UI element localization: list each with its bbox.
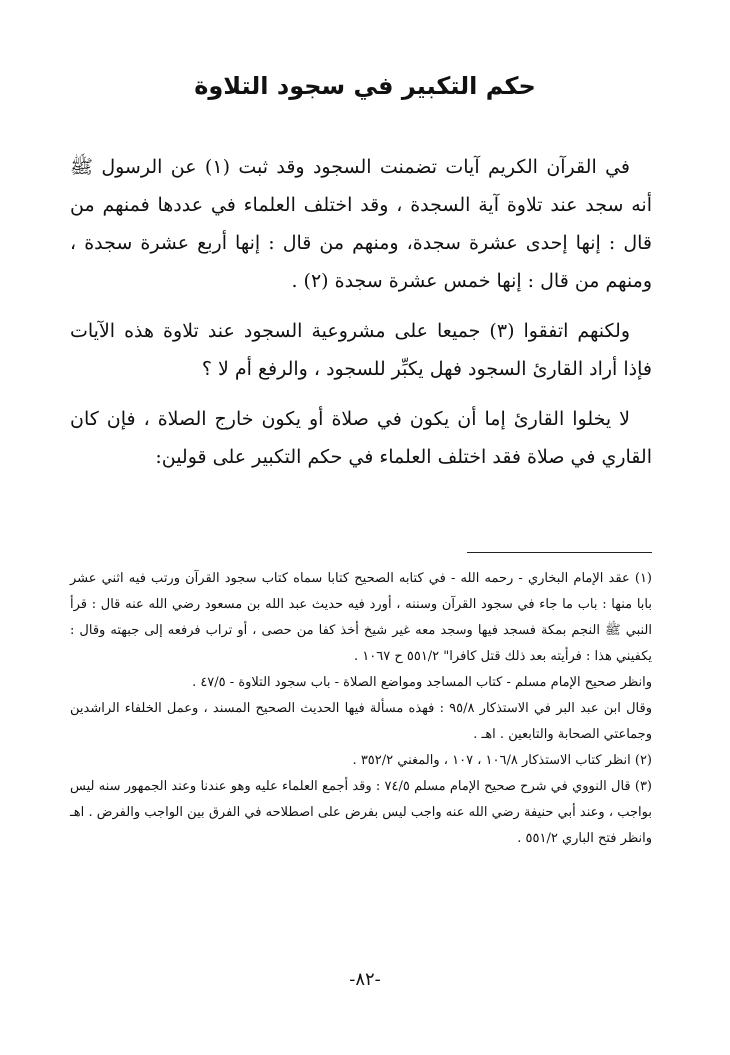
paragraph-1: في القرآن الكريم آيات تضمنت السجود وقد ثبت (١) عن الرسول ﷺ أنه سجد عند تلاوة آية السجدة ، وقد اختلف العلماء في عددها فمنهم من قال : إنها إحدى عشرة سجدة، ومنهم من قال : إنها أربع عشرة سجدة ، ومنهم من قال : إنها خمس عشرة سجدة (٢) . [70,156,652,292]
footnote-2: (٢) انظر كتاب الاستذكار ١٠٦/٨ ، ١٠٧ ، والمغني ٣٥٢/٢ . [352,753,652,768]
paragraph-3: لا يخلوا القارئ إما أن يكون في صلاة أو يكون خارج الصلاة ، فإن كان القاري في صلاة فقد اختلف العلماء في حكم التكبير على قولين: [70,408,652,468]
footnote-1-cont-2: وقال ابن عبد البر في الاستذكار ٩٥/٨ : فهذه مسألة فيها الحديث الصحيح المسند ، وعمل الخلفاء الراشدين وجماعتي الصحابة والتابعين . اهـ . [70,701,652,742]
footnote-3: (٣) قال النووي في شرح صحيح الإمام مسلم ٧٤/٥ : وقد أجمع العلماء عليه وهو عندنا وعند الجمهور سنه ليس بواجب ، وعند أبي حنيفة رضي الله عنه واجب ليس بفرض على اصطلاحه في الفرق بين الواجب والفرض . اهـ وانظر فتح الباري ٥٥١/٢ . [70,779,652,846]
main-text [70,148,652,476]
footnotes [70,566,652,852]
footnote-1-cont-1: وانظر صحيح الإمام مسلم - كتاب المساجد ومواضع الصلاة - باب سجود التلاوة - ٤٧/٥ . [192,675,652,690]
paragraph-2: ولكنهم اتفقوا (٣) جميعا على مشروعية السجود عند تلاوة هذه الآيات فإذا أراد القارئ السجود فهل يكبِّر للسجود ، والرفع أم لا ؟ [70,320,652,380]
page-title: حكم التكبير في سجود التلاوة [194,72,536,100]
footnote-1: (١) عقد الإمام البخاري - رحمه الله - في كتابه الصحيح كتابا سماه كتاب سجود القرآن ورتب فيه اثني عشر بابا منها : باب ما جاء في سجود القرآن وسننه ، أورد فيه حديث عبد الله بن مسعود رضي الله عنه قال : قرأ النبي ﷺ النجم بمكة فسجد فيها وسجد معه غير شيخ أخذ كفا من حصى ، أو تراب فرفعه إلى جبهته وقال : يكفيني هذا : فرأيته بعد ذلك قتل كافرا" ٥٥١/٢ ح ١٠٦٧ . [70,571,652,664]
footnote-separator [467,552,652,553]
page-number: -٨٢- [349,969,381,990]
